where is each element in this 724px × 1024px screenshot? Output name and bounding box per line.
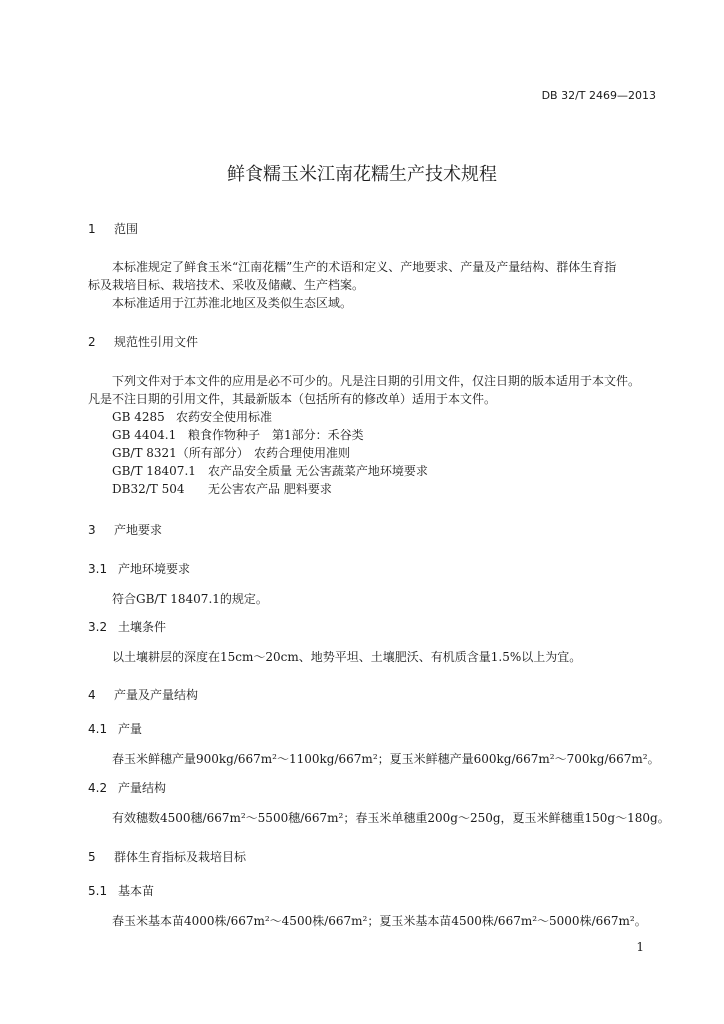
paragraph: 符合GB/T 18407.1的规定。 [112,592,268,606]
reference-item [112,426,364,443]
reference-item [112,444,350,461]
reference-code: GB 4285 [112,410,165,424]
page-number: 1 [636,940,644,954]
section-title: 产地环境要求 [118,562,191,576]
section-number: 4 [88,688,96,702]
section-heading-3 [88,521,162,538]
section-title: 产量及产量结构 [114,688,199,702]
section-number: 3.1 [88,562,108,576]
paragraph: 凡是不注日期的引用文件，其最新版本（包括所有的修改单）适用于本文件。 [88,392,497,406]
paragraph: 本标准适用于江苏淮北地区及类似生态区域。 [112,296,353,310]
reference-title: 农产品安全质量 无公害蔬菜产地环境要求 [208,464,428,478]
reference-title: 农药安全使用标准 [176,410,273,424]
reference-title: 粮食作物种子 第1部分：禾谷类 [188,428,364,442]
reference-code: GB 4404.1 [112,428,177,442]
section-number: 2 [88,335,96,349]
section-title: 规范性引用文件 [114,335,199,349]
reference-code: DB32/T 504 [112,482,185,496]
subsection-heading-5-1 [88,882,154,899]
subsection-heading-4-1 [88,720,142,737]
subsection-heading-4-2 [88,779,166,796]
paragraph: 本标准规定了鲜食玉米“江南花糯”生产的术语和定义、产地要求、产量及产量结构、群体生育指 [112,260,617,274]
reference-code: GB/T 18407.1 [112,464,196,478]
section-heading-1 [88,220,138,237]
section-number: 4.1 [88,722,108,736]
paragraph: 以土壤耕层的深度在15cm～20cm、地势平坦、土壤肥沃、有机质含量1.5%以上为宜。 [112,650,582,664]
paragraph: 春玉米基本苗4000株/667m²～4500株/667m²；夏玉米基本苗4500株/667m²～5000株/667m²。 [112,914,647,928]
reference-item [112,480,332,497]
section-title: 基本苗 [118,884,155,898]
section-number: 3 [88,523,96,537]
section-number: 5 [88,850,96,864]
paragraph: 标及栽培目标、栽培技术、采收及储藏、生产档案。 [88,278,365,292]
section-number: 5.1 [88,884,108,898]
section-title: 土壤条件 [118,620,167,634]
subsection-heading-3-1 [88,560,190,577]
paragraph: 有效穗数4500穗/667m²～5500穗/667m²；春玉米单穗重200g～250g，夏玉米鲜穗重150g～180g。 [112,811,670,825]
section-title: 群体生育指标及栽培目标 [114,850,247,864]
reference-title: 农药合理使用准则 [254,446,351,460]
section-title: 产量结构 [118,781,167,795]
section-heading-4 [88,686,198,703]
section-heading-2 [88,333,198,350]
section-number: 4.2 [88,781,108,795]
section-number: 1 [88,222,96,236]
reference-code: GB/T 8321（所有部分） [112,446,249,460]
document-code: DB 32/T 2469—2013 [541,89,656,102]
paragraph: 春玉米鲜穗产量900kg/667m²～1100kg/667m²；夏玉米鲜穗产量600kg/667m²～700kg/667m²。 [112,752,660,766]
section-title: 范围 [114,222,139,236]
reference-item [112,462,428,479]
section-heading-5 [88,848,246,865]
page-title: 鲜食糯玉米江南花糯生产技术规程 [227,164,497,185]
section-title: 产地要求 [114,523,163,537]
paragraph: 下列文件对于本文件的应用是必不可少的。凡是注日期的引用文件，仅注日期的版本适用于本文件。 [112,374,641,388]
reference-title: 无公害农产品 肥料要求 [208,482,332,496]
section-title: 产量 [118,722,143,736]
reference-item [112,408,272,425]
subsection-heading-3-2 [88,618,166,635]
section-number: 3.2 [88,620,108,634]
